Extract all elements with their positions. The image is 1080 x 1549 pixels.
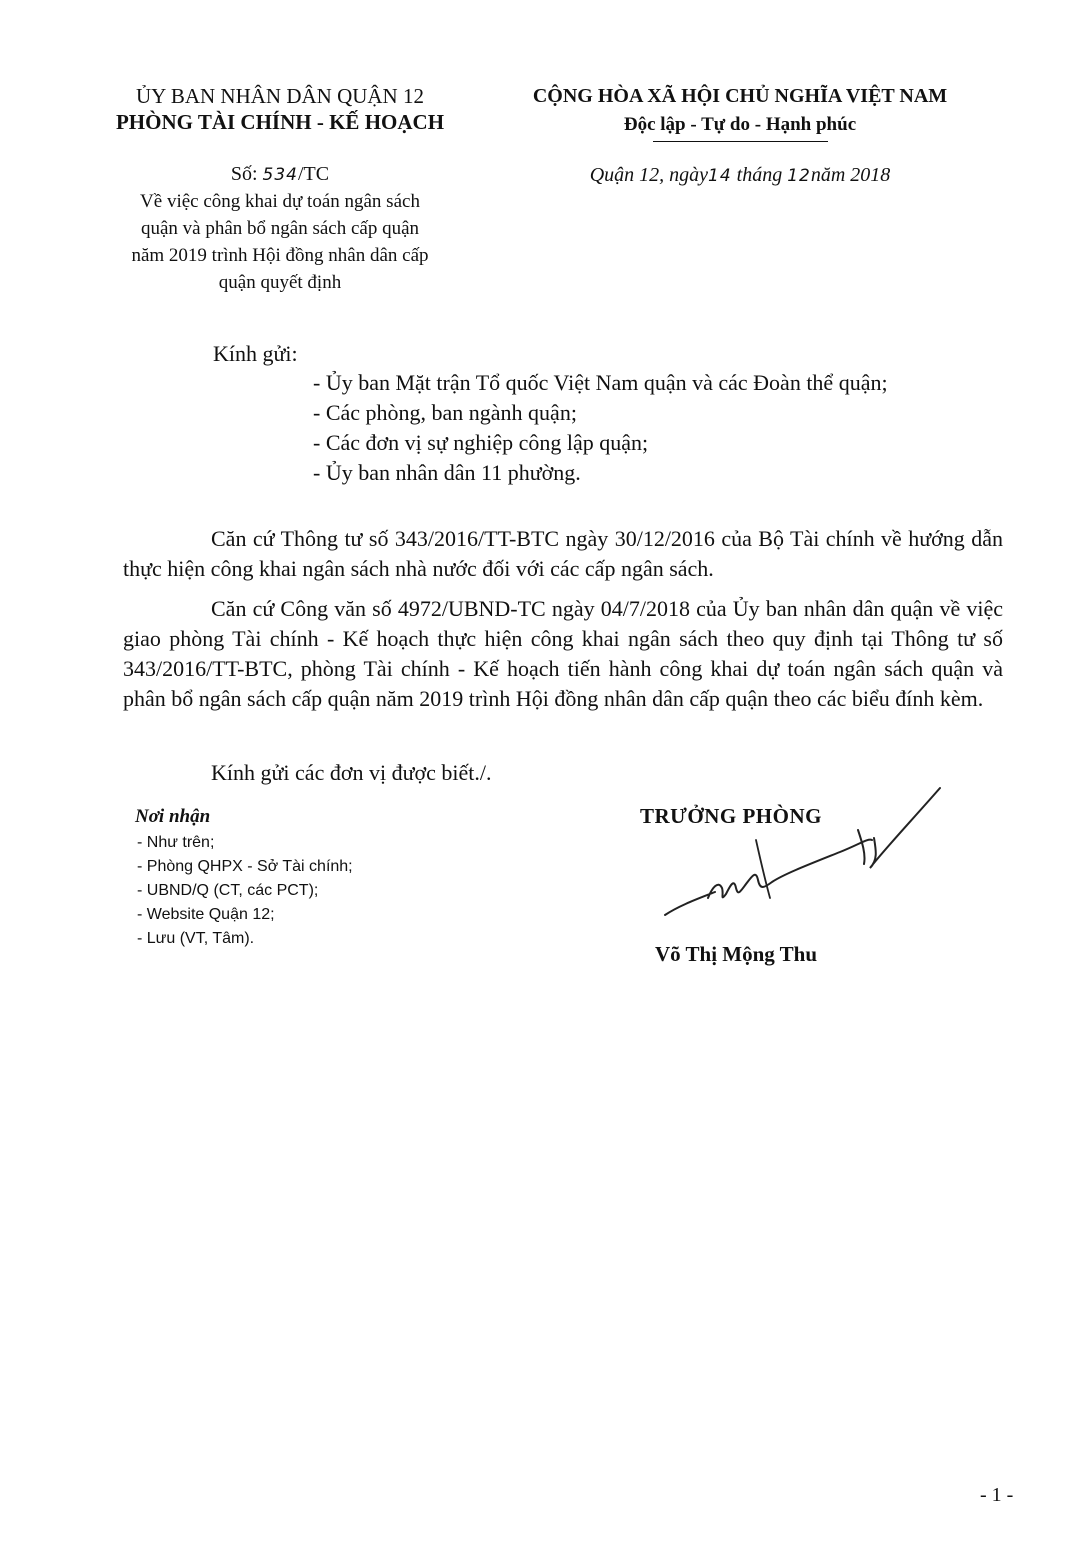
place-date-part: Quận 12, ngày: [589, 164, 709, 186]
subject-line: quận và phân bổ ngân sách cấp quận: [140, 218, 420, 239]
document-number: [95, 163, 465, 186]
receiver-item: - Lưu (VT, Tâm).: [137, 930, 255, 947]
place-date-part: tháng: [736, 164, 783, 186]
page-number: - 1 -: [980, 1484, 1014, 1506]
paragraph-text: Căn cứ Thông tư số 343/2016/TT-BTC ngày 30/12/2016 của Bộ Tài chính về hướng dẫn thực hiện công khai ngân sách nhà nước đối với các cấp ngân sách.: [123, 526, 1003, 581]
paragraph-text: Kính gửi các đơn vị được biết./.: [211, 760, 492, 785]
signer-name: Võ Thị Mộng Thu: [655, 942, 818, 966]
place-date: [505, 164, 975, 187]
number-prefix: Số:: [230, 163, 258, 185]
greeting: Kính gửi:: [213, 341, 298, 366]
subject-line: Về việc công khai dự toán ngân sách: [140, 191, 420, 212]
month-handwritten: 12: [787, 166, 811, 186]
receiver-item: - Phòng QHPX - Sở Tài chính;: [137, 858, 353, 875]
receiver-item: - Như trên;: [137, 834, 215, 851]
nation-title: CỘNG HÒA XÃ HỘI CHỦ NGHĨA VIỆT NAM: [532, 85, 948, 107]
org-parent: ỦY BAN NHÂN DÂN QUẬN 12: [136, 84, 424, 108]
recipient-item: - Ủy ban nhân dân 11 phường.: [313, 460, 581, 485]
receiver-item: - UBND/Q (CT, các PCT);: [137, 882, 319, 899]
handwritten-signature: [660, 780, 950, 930]
number-handwritten: 534: [262, 165, 298, 185]
document-subject: [95, 188, 465, 296]
place-date-part: năm 2018: [810, 164, 891, 186]
receivers-title: Nơi nhận: [135, 806, 211, 827]
national-motto: Độc lập - Tự do - Hạnh phúc: [623, 114, 857, 135]
number-suffix: /TC: [298, 163, 330, 185]
subject-line: năm 2019 trình Hội đồng nhân dân cấp: [131, 245, 429, 266]
recipient-item: - Các phòng, ban ngành quận;: [313, 400, 577, 425]
paragraph-text: Căn cứ Công văn số 4972/UBND-TC ngày 04/7/2018 của Ủy ban nhân dân quận về việc giao phòng Tài chính - Kế hoạch thực hiện công khai ngân sách theo quy định tại Thông tư số 343/2016/TT-BTC, phòng Tài chính - Kế hoạch tiến hành công khai dự toán ngân sách quận và phân bổ ngân sách cấp quận năm 2019 trình Hội đồng nhân dân cấp quận theo các biểu đính kèm.: [123, 596, 1003, 711]
recipient-item: - Các đơn vị sự nghiệp công lập quận;: [313, 430, 649, 455]
org-name: PHÒNG TÀI CHÍNH - KẾ HOẠCH: [115, 110, 445, 134]
receiver-item: - Website Quận 12;: [137, 906, 275, 923]
motto-underline: [653, 141, 828, 142]
body-paragraph: [123, 594, 1003, 714]
subject-line: quận quyết định: [218, 272, 342, 293]
recipient-item: - Ủy ban Mặt trận Tổ quốc Việt Nam quận và các Đoàn thể quận;: [313, 370, 888, 395]
signer-title: TRƯỞNG PHÒNG: [640, 804, 822, 828]
body-paragraph: [123, 524, 1003, 584]
day-handwritten: 14: [708, 166, 732, 186]
